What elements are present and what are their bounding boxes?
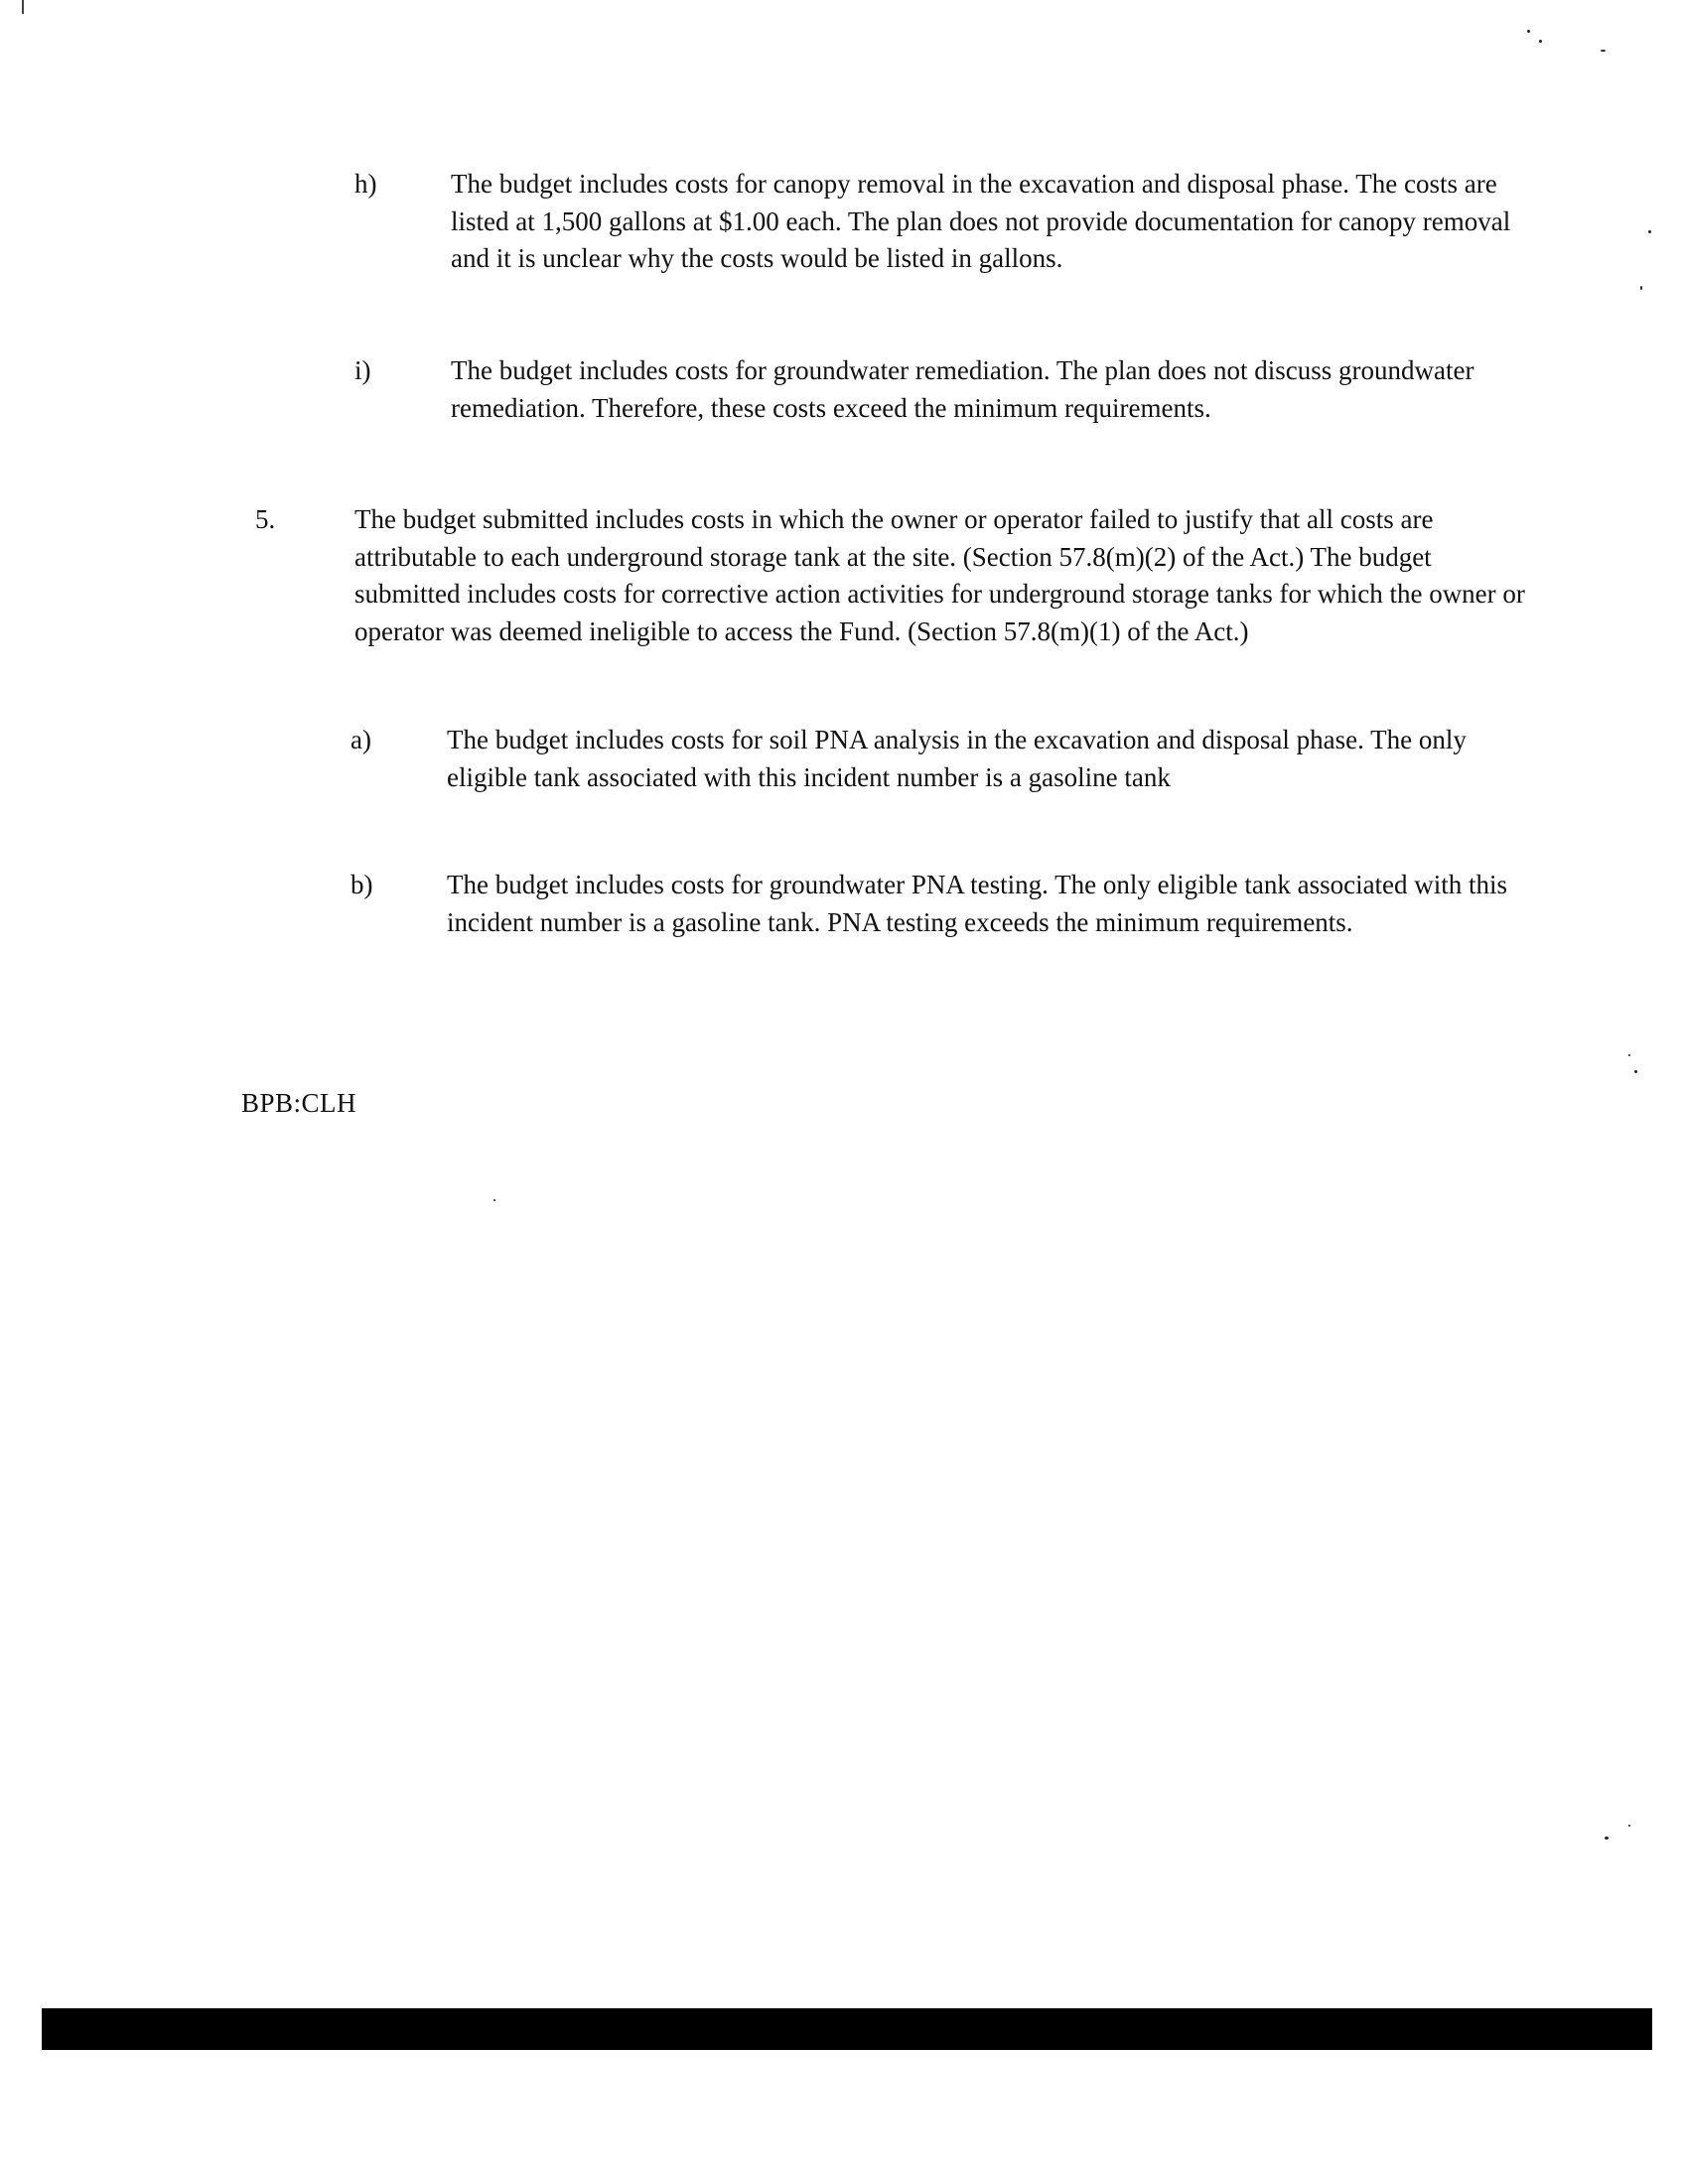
- scan-speck: [1628, 1825, 1630, 1827]
- item-text: The budget includes costs for groundwater PNA testing. The only eligible tank associated with this incident number is a gasoline tank. PNA testing exceeds the minimum requirements.: [447, 870, 1508, 937]
- item-marker: b): [351, 870, 373, 899]
- scan-speck: [1539, 40, 1542, 43]
- scan-speck: [1527, 30, 1530, 33]
- item-text: The budget includes costs for canopy removal in the excavation and disposal phase. The costs are listed at 1,500 gallons at $1.00 each. The plan does not provide documentation for canopy removal and it is unclear why the costs would be listed in gallons.: [451, 169, 1511, 273]
- scan-speck: [1648, 230, 1651, 233]
- scan-speck: [1601, 50, 1606, 52]
- scan-speck: [1605, 1837, 1609, 1840]
- scan-mark: [22, 0, 24, 14]
- item-marker: 5.: [255, 504, 276, 534]
- scan-edge-bar: [42, 2008, 1652, 2050]
- scan-speck: [1634, 1070, 1637, 1073]
- scan-speck: [1640, 286, 1642, 290]
- item-text: The budget includes costs for soil PNA analysis in the excavation and disposal phase. The only eligible tank associated with this incident number is a gasoline tank: [447, 725, 1467, 792]
- item-marker: a): [351, 725, 371, 754]
- item-text: The budget submitted includes costs in which the owner or operator failed to justify that all costs are attributable to each underground storage tank at the site. (Section 57.8(m)(2) of the Act.) The budget submitted includes costs for corrective action activities for underground storage tanks for which the owner or operator was deemed ineligible to access the Fund. (Section 57.8(m)(1) of the Act.): [354, 504, 1525, 646]
- author-initials: BPB:CLH: [241, 1088, 357, 1118]
- item-marker: i): [354, 355, 371, 385]
- item-marker: h): [354, 169, 377, 199]
- item-text: The budget includes costs for groundwater remediation. The plan does not discuss groundwater remediation. Therefore, these costs exceed the minimum requirements.: [451, 355, 1474, 423]
- scan-speck: [493, 1199, 495, 1201]
- scan-speck: [1628, 1054, 1630, 1056]
